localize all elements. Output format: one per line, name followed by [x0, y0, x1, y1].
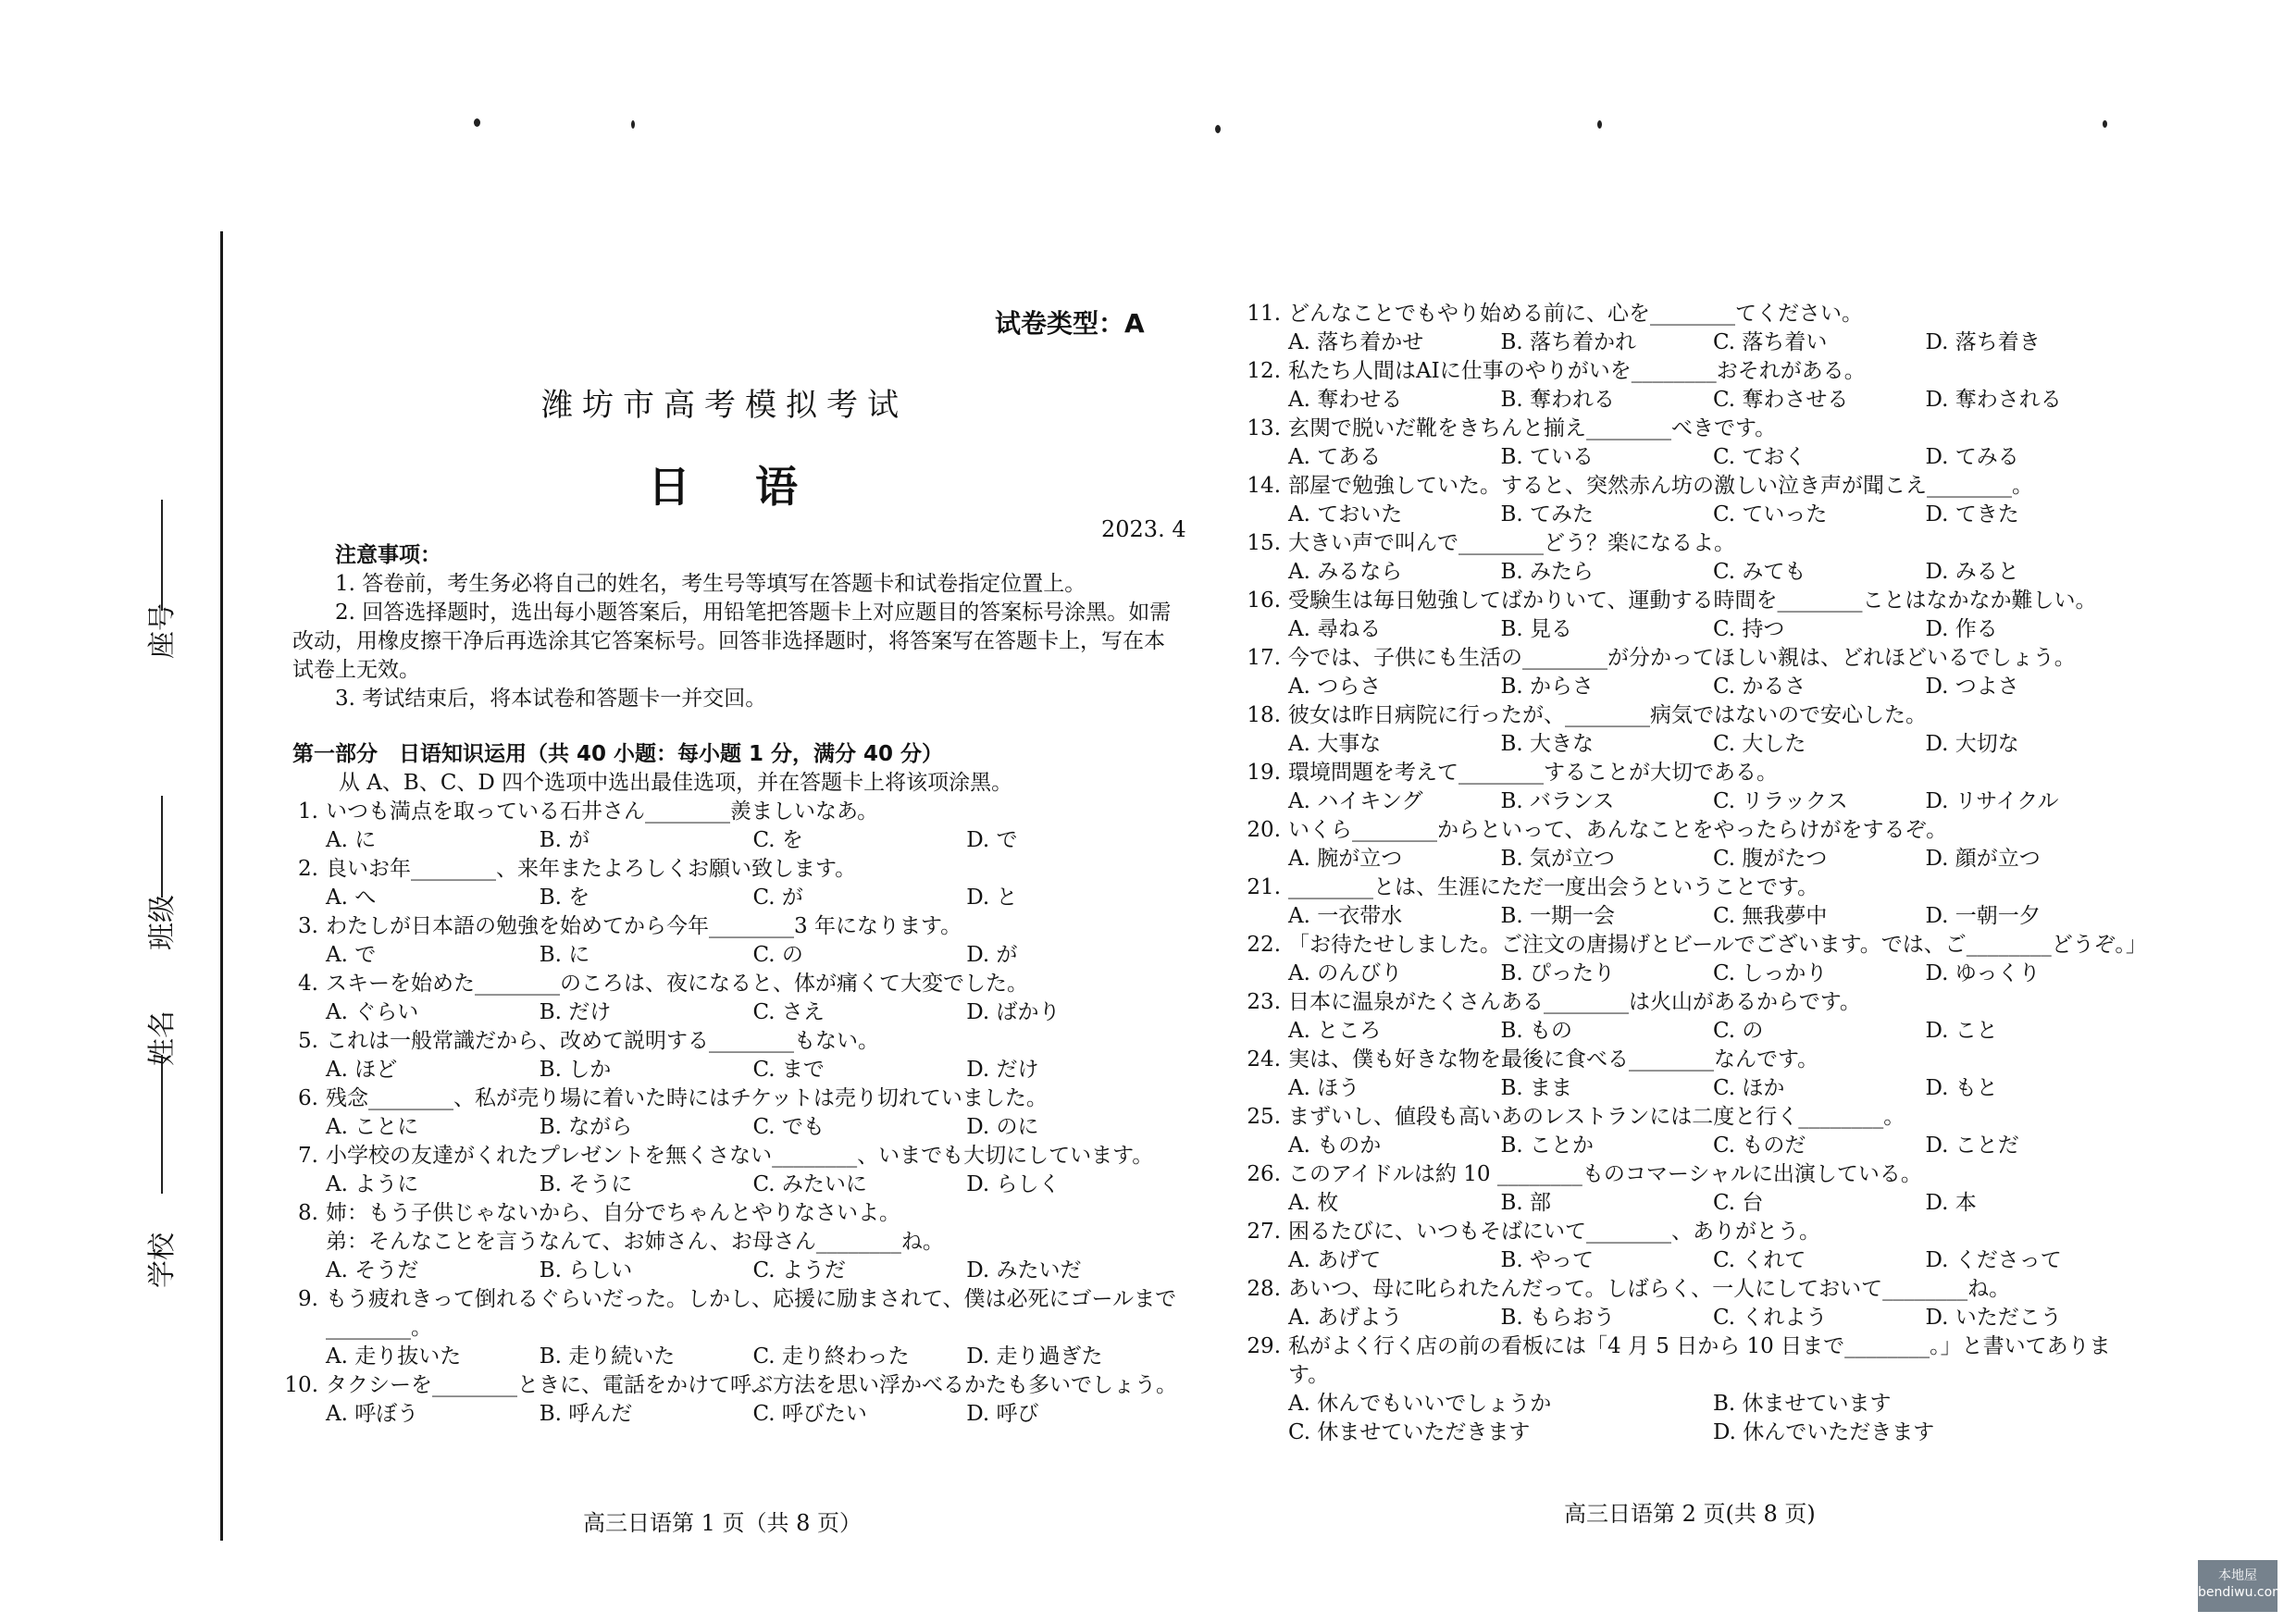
question-number: 21. — [1247, 875, 1281, 899]
question-number: 17. — [1247, 646, 1281, 670]
answer-option: B. が — [539, 828, 590, 852]
question-number: 22. — [1247, 933, 1281, 957]
question-text: 玄関で脱いだ靴をきちんと揃え________べきです。 — [1288, 416, 1777, 440]
question-text: わたしが日本語の勉強を始めてから今年________3 年になります。 — [326, 914, 962, 938]
answer-option: D. 顔が立つ — [1925, 847, 2041, 871]
options-row — [1240, 1132, 2138, 1160]
question-text: 私たち人間はAIに仕事のやりがいを________おそれがある。 — [1288, 359, 1866, 383]
answer-option: D. と — [966, 886, 1018, 910]
answer-option: B. ぴったり — [1500, 961, 1616, 985]
answer-option: D. みたいだ — [966, 1258, 1082, 1282]
question-text: 今では、子供にも生活の________が分かってほしい親は、どれほどいるでしょう。 — [1288, 646, 2076, 670]
answer-option: A. ことに — [326, 1115, 419, 1139]
answer-option: A. 休んでもいいでしょうか — [1288, 1392, 1552, 1416]
watermark-url: bendiwu.com — [2198, 1585, 2285, 1600]
options-row — [1240, 1246, 2138, 1275]
answer-option: B. やって — [1500, 1248, 1595, 1272]
answer-option: A. 大事な — [1288, 732, 1382, 756]
question-number: 18. — [1247, 703, 1281, 727]
answer-option: B. に — [539, 943, 590, 967]
question-text: 姉：もう子供じゃないから、自分でちゃんとやりなさいよ。 — [326, 1201, 900, 1225]
answer-option: D. みると — [1925, 560, 2019, 584]
answer-option: A. ほど — [326, 1058, 398, 1082]
question-item — [1240, 931, 2147, 960]
answer-option: C. 持つ — [1713, 617, 1785, 641]
notes-heading: 注意事项： — [335, 543, 441, 567]
question-item — [1240, 1103, 2138, 1132]
answer-option: C. 台 — [1713, 1191, 1764, 1215]
answer-option: A. ものか — [1288, 1134, 1382, 1158]
school-label: 学校 — [146, 1233, 179, 1288]
question-text: 環境問題を考えて________することが大切である。 — [1288, 761, 1778, 785]
question-text: 彼女は昨日病院に行ったが、________病気ではないので安心した。 — [1288, 703, 1927, 727]
answer-option: D. こと — [1925, 1019, 1998, 1043]
options-row — [278, 1400, 1180, 1429]
answer-option: B. からさ — [1500, 675, 1595, 699]
answer-option: C. 腹がたつ — [1713, 847, 1828, 871]
options-row — [278, 884, 1180, 912]
options-row — [1240, 673, 2138, 701]
question-item — [278, 1199, 1180, 1228]
answer-option: C. ようだ — [752, 1258, 846, 1282]
part1-header — [292, 740, 1181, 798]
answer-option: A. に — [326, 828, 377, 852]
answer-option: A. みるなら — [1288, 560, 1403, 584]
question-number: 3. — [298, 914, 318, 938]
answer-option: B. 部 — [1500, 1191, 1552, 1215]
question-text: どんなことでもやり始める前に、心を________てください。 — [1288, 302, 1863, 326]
question-text: あいつ、母に叱られたんだって。しばらく、一人にしておいて________ね。 — [1288, 1277, 2011, 1301]
answer-option: B. ことか — [1500, 1134, 1595, 1158]
question-item — [1240, 472, 2138, 501]
answer-option: C. 呼びたい — [752, 1402, 867, 1426]
options-row — [278, 1113, 1180, 1142]
question-item — [1240, 759, 2138, 787]
answer-option: A. 腕が立つ — [1288, 847, 1403, 871]
question-text: タクシーを________ときに、電話をかけて呼ぶ方法を思い浮かべるかたも多いでしょう。 — [326, 1373, 1177, 1397]
answer-option: A. 走り抜いた — [326, 1344, 462, 1369]
answer-option: D. ばかり — [966, 1000, 1061, 1024]
part1-instruction: 从 A、B、C、D 四个选项中选出最佳选项，并在答题卡上将该项涂黑。 — [339, 771, 1013, 795]
name-underline — [161, 1055, 163, 1194]
question-text: いつも満点を取っている石井さん________羨ましいなあ。 — [326, 799, 879, 824]
answer-option: B. そうに — [539, 1172, 633, 1196]
question-text: ________とは、生涯にただ一度出会うということです。 — [1288, 875, 1819, 899]
answer-option: C. まで — [752, 1058, 825, 1082]
answer-option: C. でも — [752, 1115, 825, 1139]
answer-option: B. らしい — [539, 1258, 633, 1282]
answer-option: A. あげよう — [1288, 1306, 1403, 1330]
question-item — [1240, 1046, 2138, 1074]
answer-option: D. 本 — [1925, 1191, 1977, 1215]
answer-option: A. ように — [326, 1172, 419, 1196]
answer-option: B. もの — [1500, 1019, 1573, 1043]
question-text: 良いお年________、来年またよろしくお願い致します。 — [326, 857, 857, 881]
class-underline — [161, 796, 163, 898]
question-item — [1240, 816, 2138, 845]
answer-option: B. 呼んだ — [539, 1402, 633, 1426]
answer-option: C. くれよう — [1713, 1306, 1828, 1330]
question-number: 7. — [298, 1144, 318, 1168]
question-item — [1240, 988, 2138, 1017]
answer-option: C. 休ませていただきます — [1288, 1420, 1531, 1444]
question-number: 2. — [298, 857, 318, 881]
answer-option: A. 尋ねる — [1288, 617, 1382, 641]
part1-heading: 第一部分 日语知识运用（共 40 小题：每小题 1 分，满分 40 分） — [292, 742, 944, 766]
answer-option: A. あげて — [1288, 1248, 1382, 1272]
answer-option: D. くださって — [1925, 1248, 2062, 1272]
answer-option: B. ながら — [539, 1115, 633, 1139]
question-text: 日本に温泉がたくさんある________は火山があるからです。 — [1288, 990, 1861, 1014]
answer-option: D. だけ — [966, 1058, 1039, 1082]
options-row — [278, 998, 1180, 1027]
answer-option: B. 見る — [1500, 617, 1573, 641]
options-row — [278, 1171, 1180, 1199]
question-item — [1240, 701, 2138, 730]
options-row — [1240, 730, 2138, 759]
answer-option: A. 奪わせる — [1288, 388, 1403, 412]
page-footer-right: 高三日语第 2 页(共 8 页) — [1564, 1501, 1816, 1527]
name-label: 姓名 — [146, 1010, 179, 1066]
answer-option: A. ぐらい — [326, 1000, 419, 1024]
answer-option: D. で — [966, 828, 1018, 852]
answer-option: A. ハイキング — [1288, 789, 1423, 813]
question-item — [278, 970, 1180, 998]
question-item — [1240, 1218, 2138, 1246]
note-item: 3. 考试结束后，将本试卷和答题卡一并交回。 — [335, 687, 767, 711]
page-footer-left: 高三日语第 1 页（共 8 页） — [583, 1510, 863, 1536]
question-number: 15. — [1247, 531, 1281, 555]
answer-option: C. ほか — [1713, 1076, 1785, 1100]
options-row — [278, 1343, 1180, 1371]
question-text: もう疲れきって倒れるぐらいだった。しかし、応援に励まされて、僕は必死にゴールまで________。 — [326, 1287, 1177, 1340]
question-item — [278, 1027, 1180, 1056]
question-item — [278, 912, 1180, 941]
answer-option: A. へ — [326, 886, 377, 910]
options-row — [1240, 1304, 2138, 1332]
answer-option: B. 気が立つ — [1500, 847, 1616, 871]
question-item — [1240, 587, 2138, 615]
answer-option: B. まま — [1500, 1076, 1573, 1100]
question-text: 困るたびに、いつもそばにいて________、ありがとう。 — [1288, 1220, 1820, 1244]
class-label: 班级 — [146, 895, 179, 950]
question-number: 4. — [298, 972, 318, 996]
answer-option: C. ていった — [1713, 502, 1828, 527]
watermark-text: 本地屋 — [2218, 1568, 2257, 1583]
question-number: 10. — [284, 1373, 318, 1397]
question-item — [278, 1371, 1180, 1400]
answer-option: A. 落ち着かせ — [1288, 330, 1424, 354]
question-text: 弟：そんなことを言うなんて、お姉さん、お母さん________ね。 — [326, 1230, 944, 1254]
answer-option: C. 無我夢中 — [1713, 904, 1828, 928]
questions-right — [1240, 300, 2147, 1447]
answer-option: D. 一朝一夕 — [1925, 904, 2041, 928]
answer-option: C. ものだ — [1713, 1134, 1806, 1158]
options-row — [1240, 328, 2138, 357]
question-item — [278, 1142, 1180, 1171]
answer-option: B. てみた — [1500, 502, 1595, 527]
answer-option: C. の — [752, 943, 803, 967]
question-number: 16. — [1247, 588, 1281, 613]
question-text: これは一般常識だから、改めて説明する________もない。 — [326, 1029, 879, 1053]
exam-title: 潍坊市高考模拟考试 — [541, 387, 908, 424]
subject-title: 日语 — [648, 462, 863, 512]
binding-line — [220, 231, 223, 1541]
question-item — [1240, 415, 2138, 443]
questions-left — [278, 798, 1180, 1429]
question-item — [1240, 529, 2138, 558]
question-number: 11. — [1247, 302, 1281, 326]
question-text: 実は、僕も好きな物を最後に食べる________なんです。 — [1288, 1047, 1819, 1072]
answer-option: D. 落ち着き — [1925, 330, 2041, 354]
question-number: 6. — [298, 1086, 318, 1110]
answer-option: C. かるさ — [1713, 675, 1806, 699]
answer-option: B. 大きな — [1500, 732, 1595, 756]
answer-option: A. そうだ — [326, 1258, 419, 1282]
question-item — [278, 1084, 1180, 1113]
exam-date: 2023. 4 — [1101, 516, 1186, 542]
question-item — [1240, 1160, 2138, 1189]
question-item — [1240, 873, 2138, 902]
answer-option: C. みても — [1713, 560, 1806, 584]
answer-option: B. を — [539, 886, 590, 910]
scan-speck — [631, 120, 635, 129]
answer-option: C. 奪わさせる — [1713, 388, 1849, 412]
scan-speck — [1597, 120, 1602, 129]
answer-option: D. 呼び — [966, 1402, 1039, 1426]
answer-option: D. 大切な — [1925, 732, 2019, 756]
answer-option: D. らしく — [966, 1172, 1061, 1196]
question-number: 23. — [1247, 990, 1281, 1014]
answer-option: B. 走り続いた — [539, 1344, 676, 1369]
answer-option: B. 一期一会 — [1500, 904, 1616, 928]
answer-option: B. 奪われる — [1500, 388, 1616, 412]
question-item — [1240, 357, 2138, 386]
question-number: 19. — [1247, 761, 1281, 785]
question-text: 大きい声で叫んで________どう？楽になるよ。 — [1288, 531, 1735, 555]
options-row — [278, 1056, 1180, 1084]
answer-option: A. ところ — [1288, 1019, 1382, 1043]
answer-option: A. てある — [1288, 445, 1382, 469]
question-number: 26. — [1247, 1162, 1281, 1186]
answer-option: C. さえ — [752, 1000, 825, 1024]
answer-option: B. だけ — [539, 1000, 612, 1024]
options-row — [1240, 443, 2138, 472]
question-number: 28. — [1247, 1277, 1281, 1301]
answer-option: D. もと — [1925, 1076, 1998, 1100]
question-number: 12. — [1247, 359, 1281, 383]
answer-option: B. しか — [539, 1058, 612, 1082]
answer-option: D. 作る — [1925, 617, 1998, 641]
question-number: 9. — [298, 1287, 318, 1311]
answer-option: B. バランス — [1500, 789, 1615, 813]
answer-option: B. 落ち着かれ — [1500, 330, 1637, 354]
notes-section — [292, 541, 1176, 713]
options-row — [1240, 501, 2138, 529]
answer-option: D. 奪わされる — [1925, 388, 2062, 412]
answer-option: D. が — [966, 943, 1018, 967]
seat-underline — [161, 500, 163, 611]
answer-option: D. 走り過ぎた — [966, 1344, 1103, 1369]
scan-speck — [474, 118, 480, 127]
question-number: 1. — [298, 799, 318, 824]
note-item: 1. 答卷前，考生务必将自己的姓名，考生号等填写在答题卡和试卷指定位置上。 — [335, 572, 1086, 596]
question-text: スキーを始めた________のころは、夜になると、体が痛くて大変でした。 — [326, 972, 1028, 996]
answer-option: A. 枚 — [1288, 1191, 1339, 1215]
answer-option: C. を — [752, 828, 803, 852]
answer-option: B. ている — [1500, 445, 1595, 469]
question-item — [1240, 300, 2138, 328]
options-row — [278, 1257, 1180, 1285]
answer-option: C. しっかり — [1713, 961, 1828, 985]
answer-option: C. 走り終わった — [752, 1344, 910, 1369]
options-row — [1240, 960, 2138, 988]
options-row — [1240, 615, 2138, 644]
question-text: このアイドルは約 10 ________ものコマーシャルに出演している。 — [1288, 1162, 1922, 1186]
answer-option: A. つらさ — [1288, 675, 1382, 699]
answer-option: A. 呼ぼう — [326, 1402, 419, 1426]
question-text: いくら________からといって、あんなことをやったらけがをするぞ。 — [1288, 818, 1948, 842]
answer-option: D. てみる — [1925, 445, 2019, 469]
question-item — [278, 1285, 1180, 1343]
question-text: 私がよく行く店の前の看板には「4 月 5 日から 10 日まで________。」と書いてあります。 — [1288, 1334, 2111, 1387]
question-text: 小学校の友達がくれたプレゼントを無くさない________、いまでも大切にしています。 — [326, 1144, 1154, 1168]
answer-option: A. で — [326, 943, 377, 967]
question-number: 20. — [1247, 818, 1281, 842]
question-text: まずいし、値段も高いあのレストランには二度と行く________。 — [1288, 1105, 1905, 1129]
answer-option: D. 休んでいただきます — [1713, 1420, 1935, 1444]
question-text: 受験生は毎日勉強してばかりいて、運動する時間を________ことはなかなか難しい。 — [1288, 588, 2097, 613]
question-item — [278, 798, 1180, 826]
question-item — [1240, 1275, 2138, 1304]
question-item-line — [278, 1228, 1180, 1257]
answer-option: D. ゆっくり — [1925, 961, 2041, 985]
answer-option: B. みたら — [1500, 560, 1595, 584]
answer-option: A. ほう — [1288, 1076, 1360, 1100]
note-item: 2. 回答选择题时，选出每小题答案后，用铅笔把答题卡上对应题目的答案标号涂黑。如需改动，用橡皮擦干净后再选涂其它答案标号。回答非选择题时，将答案写在答题卡上，写在本试卷上无效。 — [292, 601, 1172, 682]
scan-speck — [2103, 120, 2107, 128]
answer-option: B. 休ませています — [1713, 1392, 1892, 1416]
answer-option: D. ことだ — [1925, 1134, 2019, 1158]
options-row — [1240, 1017, 2138, 1046]
answer-option: D. てきた — [1925, 502, 2019, 527]
options-row — [1240, 845, 2138, 873]
question-number: 24. — [1247, 1047, 1281, 1072]
options-row — [1240, 558, 2138, 587]
question-number: 13. — [1247, 416, 1281, 440]
scan-speck — [1215, 125, 1221, 133]
question-item — [1240, 1332, 2138, 1390]
question-number: 27. — [1247, 1220, 1281, 1244]
question-number: 14. — [1247, 474, 1281, 498]
answer-option: C. の — [1713, 1019, 1764, 1043]
question-number: 29. — [1247, 1334, 1281, 1358]
question-text: 部屋で勉強していた。すると、突然赤ん坊の激しい泣き声が聞こえ________。 — [1288, 474, 2033, 498]
question-number: 5. — [298, 1029, 318, 1053]
options-row — [1240, 787, 2138, 816]
options-row — [1240, 1189, 2138, 1218]
question-number: 25. — [1247, 1105, 1281, 1129]
answer-option: C. 大した — [1713, 732, 1806, 756]
answer-option: C. リラックス — [1713, 789, 1848, 813]
watermark-logo — [2198, 1560, 2285, 1612]
question-number: 8. — [298, 1201, 318, 1225]
question-text: 残念________、私が売り場に着いた時にはチケットは売り切れていました。 — [326, 1086, 1048, 1110]
question-text: 「お待たせしました。ご注文の唐揚げとビールでございます。では、ご________どうぞ。」 — [1288, 933, 2147, 957]
question-item — [1240, 644, 2138, 673]
answer-option: D. のに — [966, 1115, 1039, 1139]
answer-option: C. みたいに — [752, 1172, 867, 1196]
answer-option: C. 落ち着い — [1713, 330, 1828, 354]
options-row — [1240, 1390, 2138, 1447]
answer-option: C. くれて — [1713, 1248, 1806, 1272]
answer-option: D. いただこう — [1925, 1306, 2062, 1330]
options-row — [278, 826, 1180, 855]
answer-option: A. ておいた — [1288, 502, 1403, 527]
answer-option: C. が — [752, 886, 803, 910]
answer-option: C. ておく — [1713, 445, 1806, 469]
options-row — [1240, 1074, 2138, 1103]
seat-label: 座号 — [146, 603, 179, 659]
answer-option: A. のんびり — [1288, 961, 1403, 985]
options-row — [1240, 386, 2138, 415]
answer-option: B. もらおう — [1500, 1306, 1616, 1330]
options-row — [278, 941, 1180, 970]
answer-option: A. 一衣带水 — [1288, 904, 1403, 928]
answer-option: D. リサイクル — [1925, 789, 2059, 813]
answer-option: D. つよさ — [1925, 675, 2019, 699]
options-row — [1240, 902, 2138, 931]
paper-type: 试卷类型：A — [995, 308, 1145, 339]
question-item — [278, 855, 1180, 884]
